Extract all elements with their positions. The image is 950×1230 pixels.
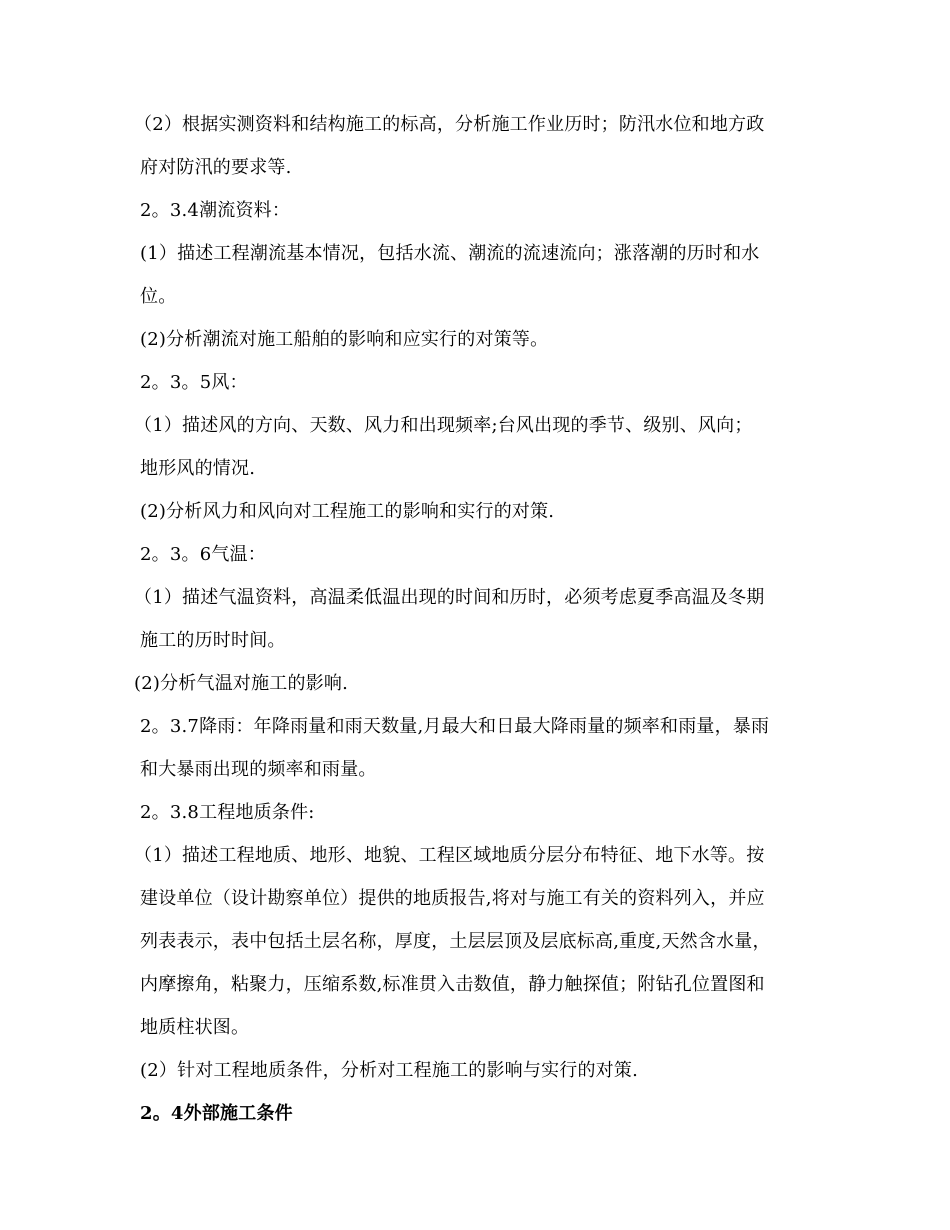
paragraph-line: 和大暴雨出现的频率和雨量。 [140, 759, 377, 780]
section-heading: 2。3.4潮流资料： [140, 200, 291, 221]
paragraph-line: 地质柱状图。 [140, 1017, 250, 1038]
paragraph-line: (2）针对工程地质条件，分析对工程施工的影响与实行的对策. [140, 1060, 638, 1081]
paragraph-line: 位。 [140, 286, 177, 307]
paragraph-line: 2。3.7降雨：年降雨量和雨天数量,月最大和日最大降雨量的频率和雨量，暴雨 [140, 716, 770, 737]
paragraph-line: (1）描述工程潮流基本情况，包括水流、潮流的流速流向；涨落潮的历时和水 [140, 243, 760, 264]
paragraph-line: 内摩擦角，粘聚力，压缩系数,标准贯入击数值，静力触探值；附钻孔位置图和 [140, 974, 765, 995]
paragraph-line: 建设单位（设计勘察单位）提供的地质报告,将对与施工有关的资料列入，并应 [140, 888, 765, 909]
section-heading: 2。3.8工程地质条件: [140, 802, 315, 823]
paragraph-line: （2）根据实测资料和结构施工的标高，分析施工作业历时；防汛水位和地方政 [134, 114, 765, 135]
section-heading-bold: 2。4外部施工条件 [140, 1103, 293, 1124]
paragraph-line: （1）描述风的方向、天数、风力和出现频率;台风出现的季节、级别、风向； [134, 415, 753, 436]
paragraph-line: 地形风的情况. [140, 458, 256, 479]
paragraph-line: （1）描述工程地质、地形、地貌、工程区域地质分层分布特征、地下水等。按 [134, 845, 765, 866]
paragraph-line: (2)分析气温对施工的影响. [134, 673, 349, 694]
paragraph-line: 府对防汛的要求等. [140, 157, 292, 178]
paragraph-line: 列表表示，表中包括土层名称，厚度，土层层顶及层底标高,重度,天然含水量， [140, 931, 771, 952]
paragraph-line: (2)分析潮流对施工船舶的影响和应实行的对策等。 [140, 329, 549, 350]
section-heading: 2。3。6气温： [140, 544, 266, 565]
paragraph-line: （1）描述气温资料，高温柔低温出现的时间和历时，必须考虑夏季高温及冬期 [134, 587, 765, 608]
paragraph-line: 施工的历时时间。 [140, 630, 286, 651]
section-heading: 2。3。5风： [140, 372, 248, 393]
paragraph-line: (2)分析风力和风向对工程施工的影响和实行的对策. [140, 501, 555, 522]
